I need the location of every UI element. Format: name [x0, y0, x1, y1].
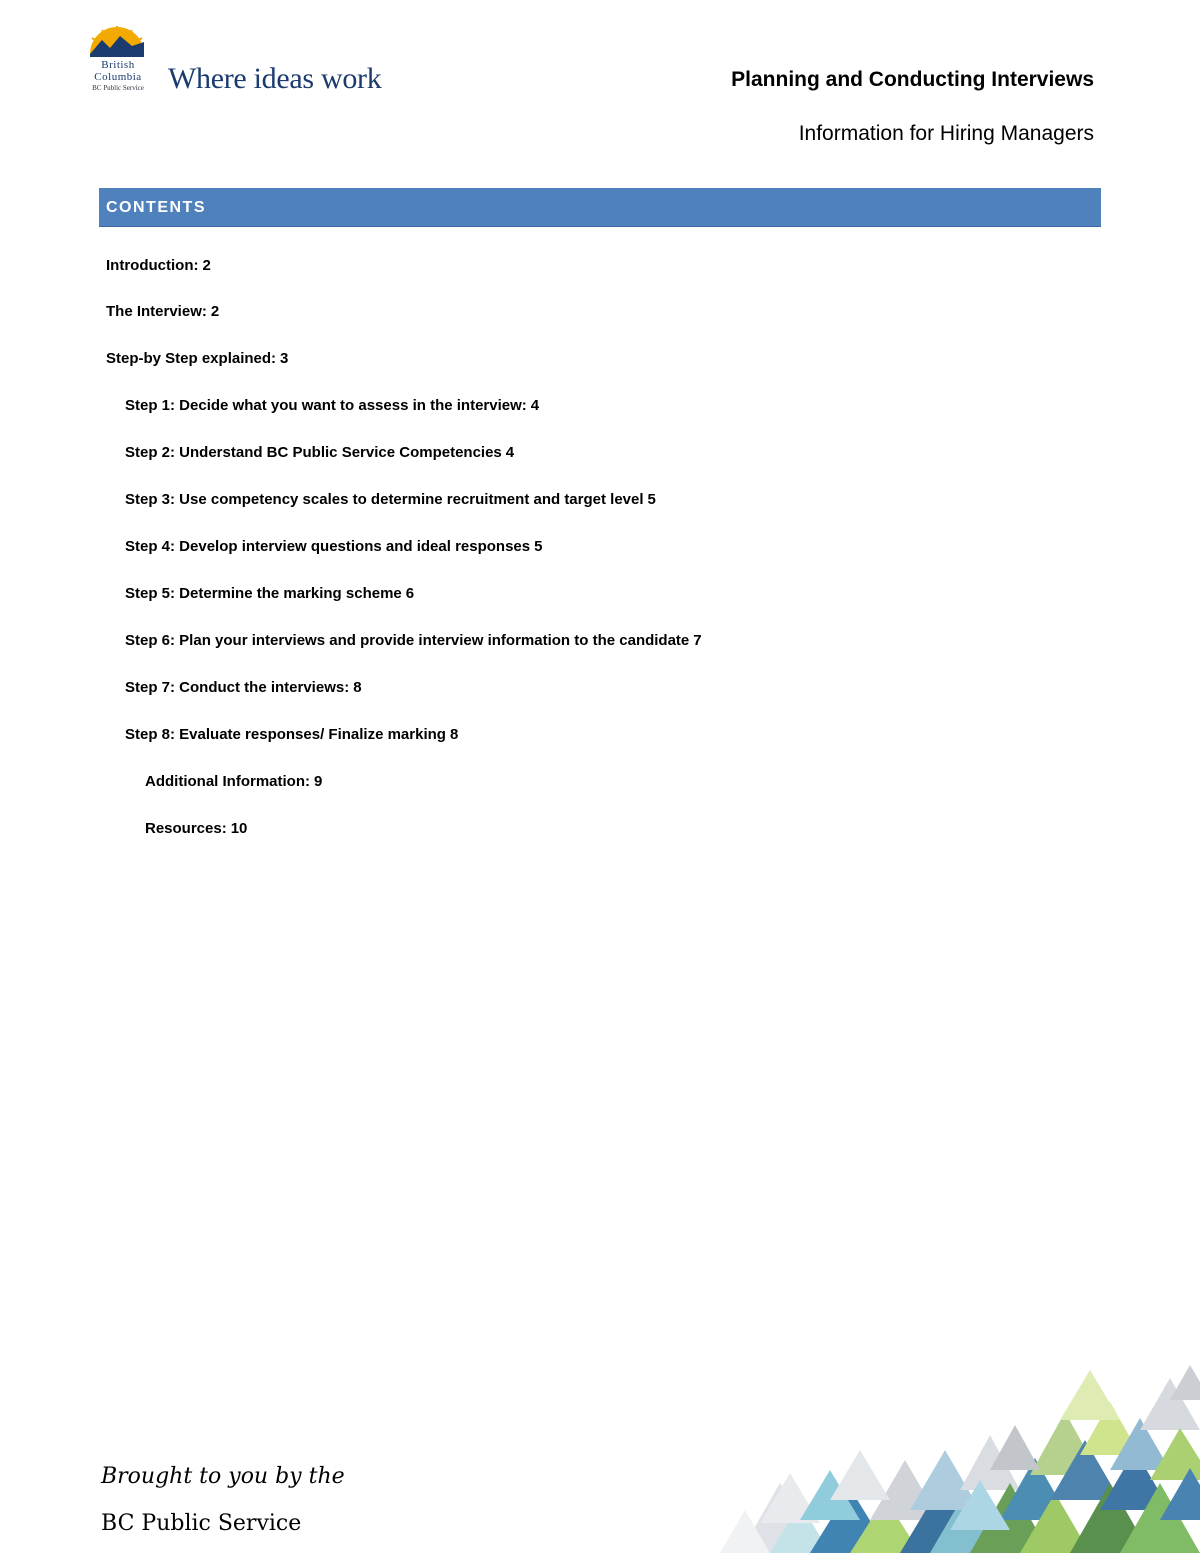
logo-columbia: Columbia: [94, 71, 142, 83]
logo-british: British: [101, 59, 135, 71]
contents-heading-bar: [99, 188, 1101, 227]
logo-bc-public-service: BC Public Service: [92, 84, 144, 92]
footer-bc-public-service: BC Public Service: [101, 1511, 302, 1536]
document-title: Planning and Conducting Interviews: [731, 68, 1094, 91]
toc-entry-page: 8: [449, 726, 459, 743]
toc-entry-title: Resources:: [145, 820, 227, 837]
toc-entry-title: Step 7: Conduct the interviews:: [125, 679, 350, 696]
bc-logo: [82, 24, 402, 100]
toc-entry-page: 6: [405, 585, 415, 602]
decorative-triangle-pattern: [700, 1360, 1200, 1553]
toc-entry-title: Step 5: Determine the marking scheme: [125, 585, 402, 602]
toc-entry-title: Step 8: Evaluate responses/ Finalize marking: [125, 726, 446, 743]
toc-entry-page: 7: [693, 632, 702, 649]
toc-entry-title: Step 3: Use competency scales to determine recruitment and target level: [125, 491, 644, 508]
toc-entry-title: Step-by Step explained:: [106, 350, 277, 367]
toc-entry-title: Step 1: Decide what you want to assess in the interview:: [125, 397, 527, 414]
toc-entry-page: 8: [353, 679, 362, 696]
footer-brought-to-you: Brought to you by the: [101, 1464, 345, 1489]
toc-entry-page: 5: [534, 538, 543, 555]
contents-heading: CONTENTS: [106, 199, 206, 216]
toc-entry-title: Step 2: Understand BC Public Service Competencies: [125, 444, 502, 461]
toc-entry-page: 5: [647, 491, 656, 508]
toc-entry-title: Additional Information:: [145, 773, 310, 790]
toc-entry-title: Step 4: Develop interview questions and ideal responses: [125, 538, 531, 555]
logo-tagline: Where ideas work: [168, 62, 382, 95]
toc-entry-page: 10: [230, 820, 248, 837]
toc-entry-page: 2: [210, 303, 220, 320]
toc-entry-title: The Interview:: [106, 303, 207, 320]
toc-entry-page: 3: [280, 350, 289, 367]
toc-entry-title: Introduction:: [106, 257, 199, 274]
toc-entry-page: 4: [505, 444, 515, 461]
toc-entry-page: 2: [202, 257, 211, 274]
toc-entry-page: 4: [530, 397, 540, 414]
document-subtitle: Information for Hiring Managers: [798, 122, 1094, 145]
toc-entry-title: Step 6: Plan your interviews and provide interview information to the candidate: [125, 632, 690, 649]
toc-entry-page: 9: [313, 773, 323, 790]
